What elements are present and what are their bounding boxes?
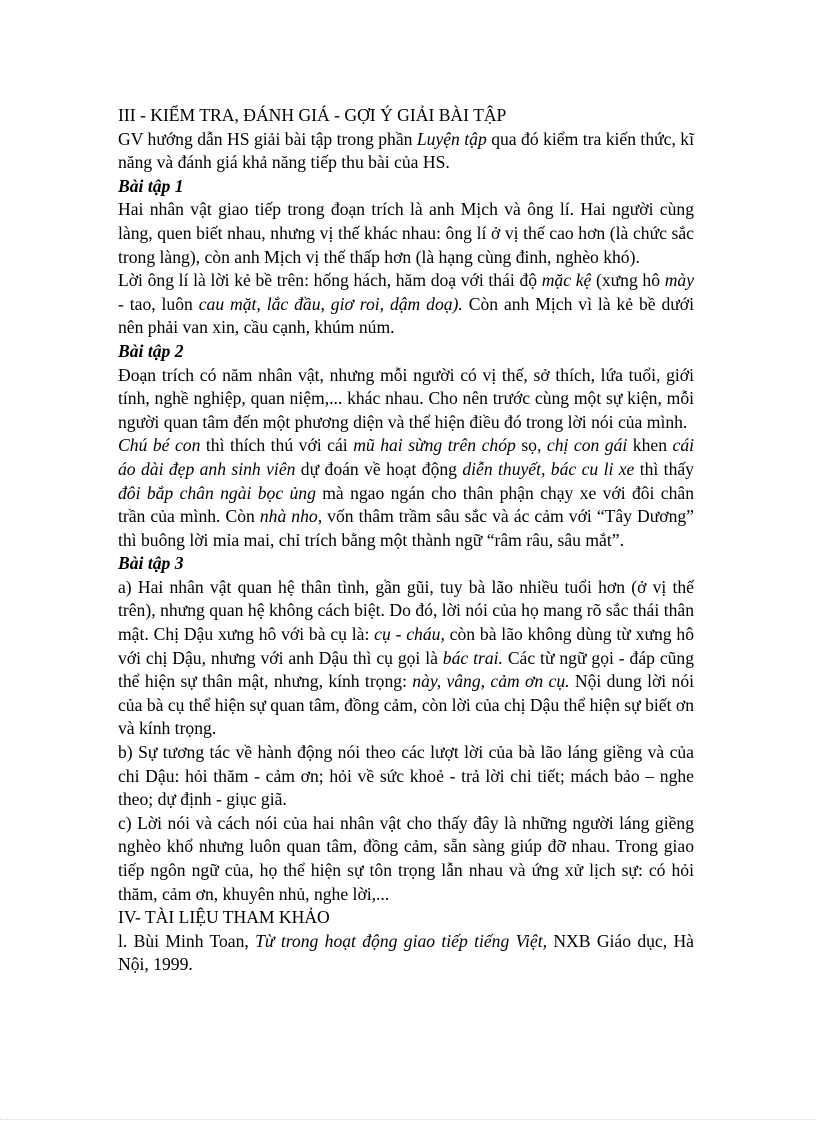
document-body bbox=[118, 104, 694, 977]
emphasis: chị con gái bbox=[546, 435, 628, 456]
text-run: mà ngao ngán cho thân phận chạy xe với đôi chân trần của mình. Còn bbox=[118, 482, 695, 527]
intro-emphasis: Luyện tập bbox=[416, 128, 487, 149]
emphasis: mày bbox=[664, 270, 694, 291]
page-bottom-divider bbox=[0, 1119, 816, 1120]
exercise-3-title: Bài tập 3 bbox=[118, 553, 184, 574]
section-3-heading: III - KIỂM TRA, ĐÁNH GIÁ - GỢI Ý GIẢI BÀI TẬP bbox=[118, 105, 507, 125]
text-run: Nội dung lời nói của bà cụ thể hiện sự quan tâm, đồng cảm, còn lời của chị Dậu thể hiện sự biết ơn và kính trọng. bbox=[118, 671, 694, 739]
exercise-1-paragraph-1: Hai nhân vật giao tiếp trong đoạn trích là anh Mịch và ông lí. Hai người cùng làng, quen biết nhau, nhưng vị thế khác nhau: ông lí ở vị thế cao hơn (là chức sắc trong làng), còn anh Mịch vị thế thấp hơn (là hạng cùng đinh, nghèo khó). bbox=[118, 199, 694, 267]
emphasis: mũ hai sừng trên chóp bbox=[353, 435, 516, 456]
emphasis: cái áo dài đẹp anh sinh viên bbox=[118, 435, 695, 479]
intro-text: GV hướng dẫn HS giải bài tập trong phần bbox=[118, 128, 417, 149]
intro-text-end: qua đó kiểm tra kiến thức, kĩ năng và đánh giá khả năng tiếp thu bài của HS. bbox=[118, 128, 694, 173]
text-run: Các từ ngữ gọi - đáp cũng thể hiện sự thân mật, nhưng, kính trọng: bbox=[118, 647, 695, 692]
exercise-3-part-b: b) Sự tương tác về hành động nói theo các lượt lời của bà lão láng giềng và của chi Dậu: hỏi thăm - cảm ơn; hỏi về sức khoẻ - trả lời chi tiết; mách bảo – nghe theo; dự định - giục giã. bbox=[118, 742, 694, 810]
emphasis: diễn thuyết, bác cu li xe bbox=[462, 458, 635, 479]
emphasis: này, vâng, cảm ơn cụ. bbox=[412, 671, 570, 692]
emphasis: cau mặt, lắc đầu, giơ roi, dậm doạ). bbox=[198, 293, 463, 314]
exercise-2-paragraph-1: Đoạn trích có năm nhân vật, nhưng mỗi người có vị thế, sở thích, lứa tuổi, giới tính, nghề nghiệp, quan niệm,... khác nhau. Cho nên trước cùng một sự kiện, mỗi người quan tâm đến một phương diện và thể hiện điều đó trong lời nói của mình. bbox=[118, 364, 694, 432]
text-run: thì thấy bbox=[634, 458, 694, 479]
exercise-1-title: Bài tập 1 bbox=[118, 175, 184, 196]
text-run: dự đoán về hoạt động bbox=[295, 458, 463, 479]
text-run: thì thích thú với cái bbox=[200, 435, 354, 456]
emphasis: đôi bắp chân ngài bọc ủng bbox=[118, 482, 316, 503]
section-3-intro bbox=[118, 128, 694, 175]
text-run: vốn thâm trầm sâu sắc và ác cảm với “Tây Dương” thì buông lời mỉa mai, chỉ trích bằng một thành ngữ “râm râu, sâu mắt”. bbox=[118, 506, 694, 550]
text-run: - tao, luôn bbox=[118, 293, 199, 314]
exercise-2-paragraph-2 bbox=[118, 434, 694, 552]
text-run: khen bbox=[627, 435, 673, 456]
text-run: còn bà lão không dùng từ xưng hô với chị Dậu, nhưng với anh Dậu thì cụ gọi là bbox=[118, 624, 694, 668]
reference-item bbox=[118, 930, 694, 977]
exercise-1-paragraph-2 bbox=[118, 269, 694, 340]
text-run: l. Bùi Minh Toan, bbox=[118, 930, 256, 951]
emphasis: bác trai. bbox=[442, 647, 503, 668]
text-run: Còn anh Mịch vì là kẻ bề dưới nên phải van xin, cầu cạnh, khúm núm. bbox=[118, 293, 694, 338]
emphasis: Chú bé con bbox=[118, 435, 201, 456]
text-run: Lời ông lí là lời kẻ bề trên: hống hách, hăm doạ với thái độ bbox=[118, 270, 542, 291]
exercise-3-part-c: c) Lời nói và cách nói của hai nhân vật cho thấy đây là những người láng giềng nghèo khổ nhưng luôn quan tâm, đồng cảm, sẵn sàng giúp đỡ nhau. Trong giao tiếp ngôn ngữ của, họ thể hiện sự tôn trọng lẫn nhau và ứng xử lịch sự: có hỏi thăm, cảm ơn, khuyên nhủ, nghe lời,... bbox=[118, 812, 694, 904]
emphasis: cụ - cháu, bbox=[374, 624, 445, 645]
text-run: a) Hai nhân vật quan hệ thân tình, gần gũi, tuy bà lão nhiều tuổi hơn (ở vị thế trên), nhưng quan hệ không cách biệt. Do đó, lời nói của họ mang rõ sắc thái thân mật. Chị Dậu xưng hô với bà cụ là: bbox=[118, 576, 694, 645]
exercise-3-part-a bbox=[118, 576, 694, 741]
emphasis: nhà nho, bbox=[259, 506, 323, 527]
text-run: sọ, bbox=[515, 435, 547, 456]
exercise-2-title: Bài tập 2 bbox=[118, 340, 184, 361]
reference-title: Từ trong hoạt động giao tiếp tiếng Việt, bbox=[255, 930, 548, 951]
section-4-heading: IV- TÀI LIỆU THAM KHẢO bbox=[118, 907, 330, 928]
text-run: (xưng hô bbox=[591, 270, 665, 291]
emphasis: mặc kệ bbox=[541, 270, 592, 291]
text-run: NXB Giáo dục, Hà Nội, 1999. bbox=[118, 930, 694, 975]
